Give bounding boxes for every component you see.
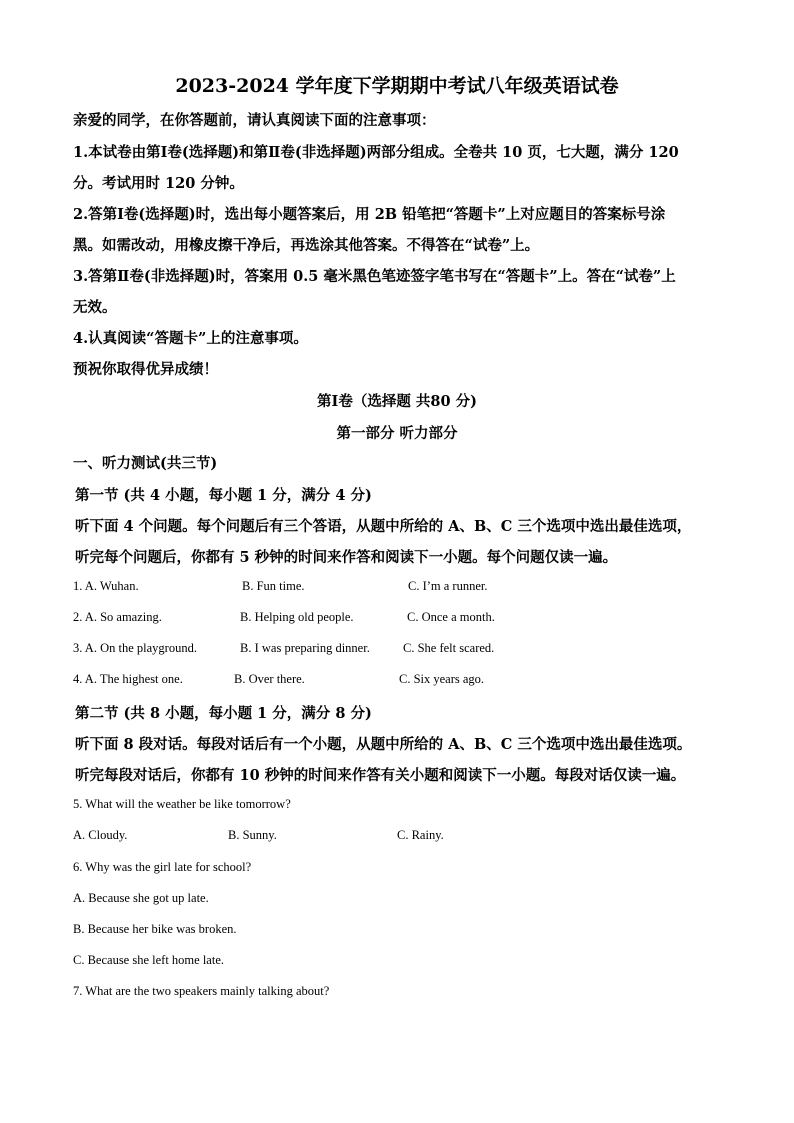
question-1-option-c: C. I’m a runner. xyxy=(408,579,488,593)
section-2-instruction-line-2: 听完每段对话后，你都有 10 秒钟的时间来作答有关小题和阅读下一小题。每段对话仅读一遍。 xyxy=(75,767,686,784)
notice-item-1-line-1: 1.本试卷由第Ⅰ卷(选择题)和第Ⅱ卷(非选择题)两部分组成。全卷共 10 页，七大题，满分 120 xyxy=(73,144,679,161)
notice-wish: 预祝你取得优异成绩！ xyxy=(73,361,218,378)
section-1-instruction-line-1: 听下面 4 个问题。每个问题后有三个答语，从题中所给的 A、B、C 三个选项中选出最佳选项， xyxy=(75,518,692,535)
question-5-option-c: C. Rainy. xyxy=(397,828,444,842)
question-2-option-b: B. Helping old people. xyxy=(240,610,354,624)
notice-item-3-line-1: 3.答第Ⅱ卷(非选择题)时，答案用 0.5 毫米黑色笔迹签字笔书写在“答题卡”上。答在“试卷”上 xyxy=(73,268,676,285)
question-3-option-b: B. I was preparing dinner. xyxy=(240,641,370,655)
section-2-instruction-line-1: 听下面 8 段对话。每段对话后有一个小题，从题中所给的 A、B、C 三个选项中选出最佳选项。 xyxy=(75,736,692,753)
question-5-option-b: B. Sunny. xyxy=(228,828,277,842)
question-3-option-c: C. She felt scared. xyxy=(403,641,495,655)
notice-intro: 亲爱的同学，在你答题前，请认真阅读下面的注意事项： xyxy=(73,112,436,129)
part-1-title: 第一部分 听力部分 xyxy=(336,425,458,442)
section-2-heading: 第二节 (共 8 小题，每小题 1 分，满分 8 分) xyxy=(75,705,372,722)
question-7-stem: 7. What are the two speakers mainly talking about? xyxy=(73,984,330,998)
notice-item-4: 4.认真阅读“答题卡”上的注意事项。 xyxy=(73,330,308,347)
question-5-stem: 5. What will the weather be like tomorrow? xyxy=(73,797,291,811)
listening-section-heading: 一、听力测试(共三节) xyxy=(73,455,218,472)
question-5-option-a: A. Cloudy. xyxy=(73,828,128,842)
question-2-option-a: 2. A. So amazing. xyxy=(73,610,162,624)
question-1-option-a: 1. A. Wuhan. xyxy=(73,579,139,593)
question-6-option-a: A. Because she got up late. xyxy=(73,891,209,905)
volume-1-title: 第Ⅰ卷（选择题 共80 分) xyxy=(317,393,477,410)
notice-item-2-line-2: 黑。如需改动，用橡皮擦干净后，再选涂其他答案。不得答在“试卷”上。 xyxy=(73,237,540,254)
section-1-instruction-line-2: 听完每个问题后，你都有 5 秒钟的时间来作答和阅读下一小题。每个问题仅读一遍。 xyxy=(75,549,618,566)
question-1-option-b: B. Fun time. xyxy=(242,579,305,593)
question-4-option-b: B. Over there. xyxy=(234,672,305,686)
question-4-option-a: 4. A. The highest one. xyxy=(73,672,183,686)
section-1-heading: 第一节 (共 4 小题，每小题 1 分，满分 4 分) xyxy=(75,487,372,504)
notice-item-3-line-2: 无效。 xyxy=(73,299,117,316)
notice-item-1-line-2: 分。考试用时 120 分钟。 xyxy=(73,175,244,192)
question-6-option-b: B. Because her bike was broken. xyxy=(73,922,237,936)
question-6-stem: 6. Why was the girl late for school? xyxy=(73,860,252,874)
question-2-option-c: C. Once a month. xyxy=(407,610,495,624)
notice-item-2-line-1: 2.答第Ⅰ卷(选择题)时，选出每小题答案后，用 2B 铅笔把“答题卡”上对应题目的答案标号涂 xyxy=(73,206,666,223)
exam-title: 2023-2024 学年度下学期期中考试八年级英语试卷 xyxy=(175,75,619,97)
question-4-option-c: C. Six years ago. xyxy=(399,672,485,686)
question-6-option-c: C. Because she left home late. xyxy=(73,953,224,967)
question-3-option-a: 3. A. On the playground. xyxy=(73,641,197,655)
